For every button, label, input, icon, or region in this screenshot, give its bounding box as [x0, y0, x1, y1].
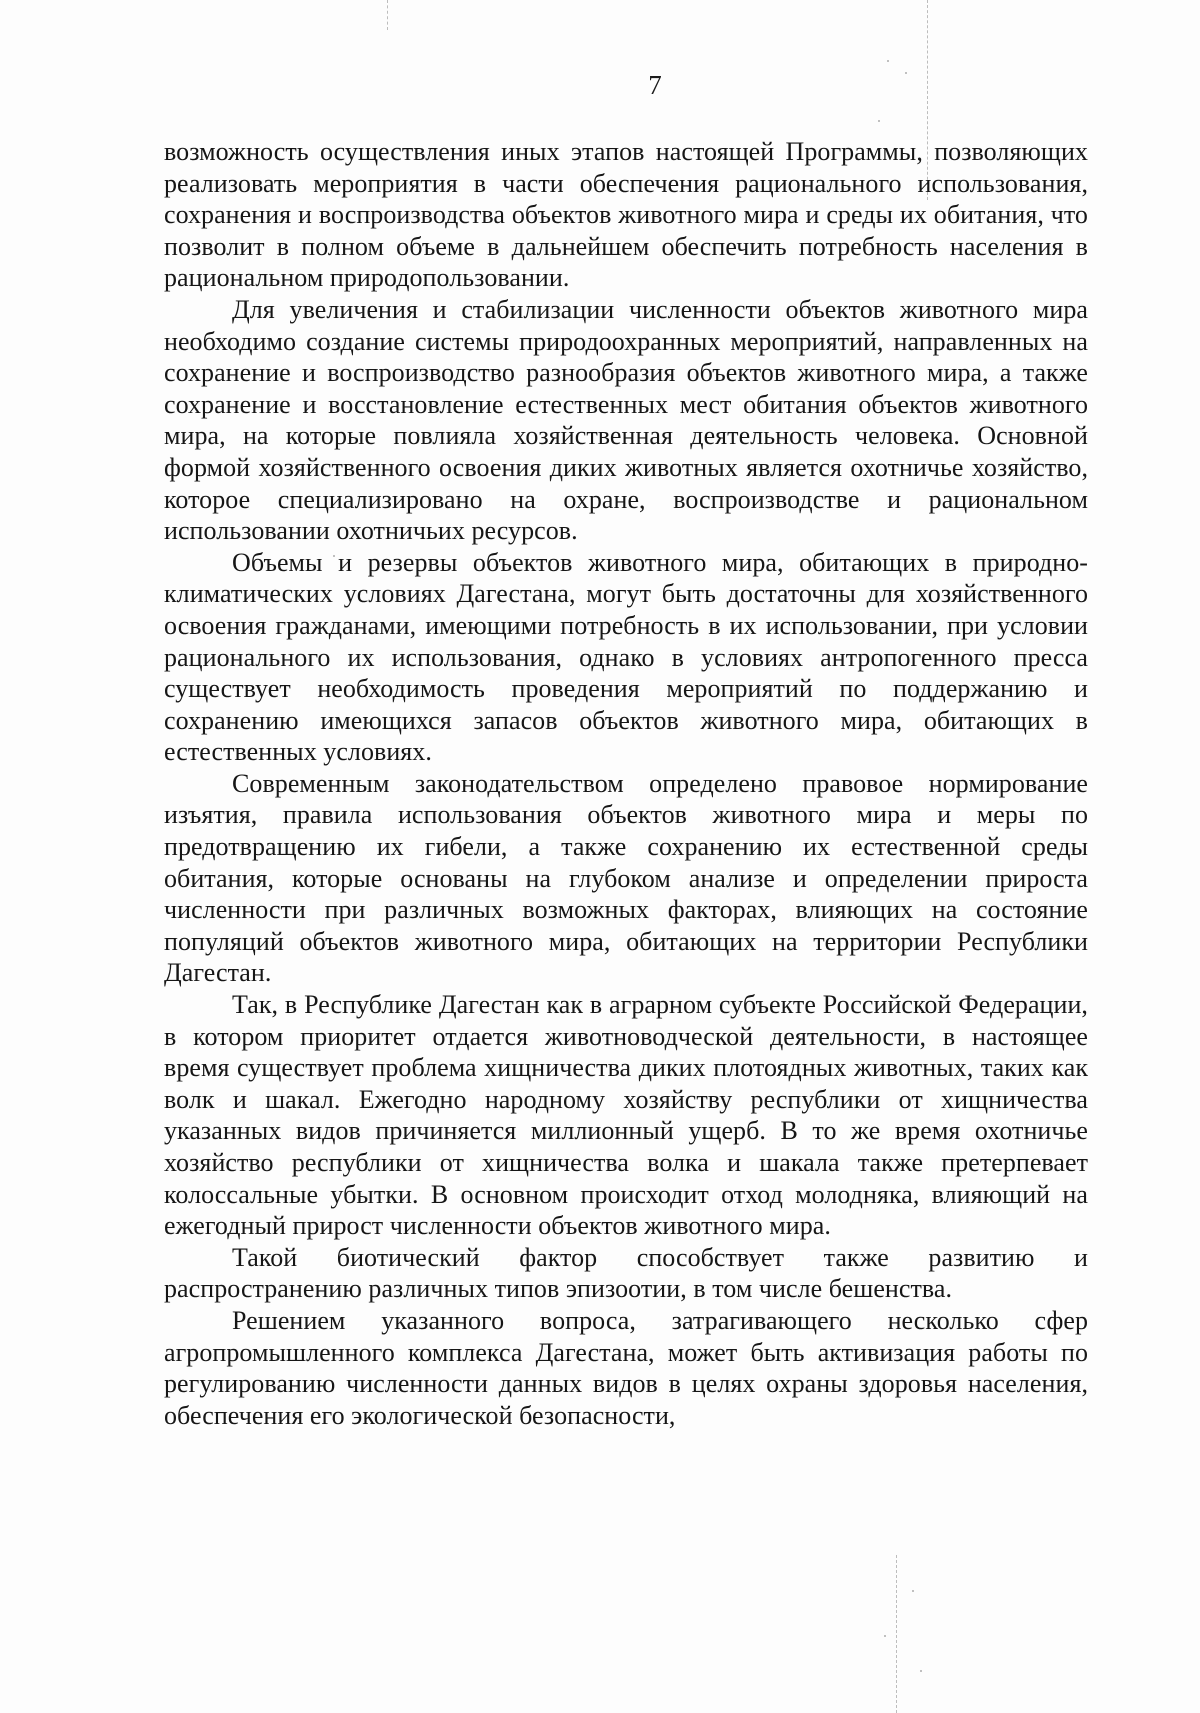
paragraph: Решением указанного вопроса, затрагивающего несколько сфер агропромышленного комплекса Дагестана, может быть активизация работы по регулированию численности данных видов в целях охраны здоровья населения, обеспечения его экологической безопасности, — [164, 1305, 1088, 1430]
scan-speck — [920, 1670, 922, 1672]
scan-speck — [878, 120, 880, 122]
document-body — [164, 136, 1088, 1431]
paragraph: Для увеличения и стабилизации численности объектов животного мира необходимо создание системы природоохранных мероприятий, направленных на сохранение и воспроизводство разнообразия объектов животного мира, а также сохранение и восстановление естественных мест обитания объектов животного мира, на которые повлияла хозяйственная деятельность человека. Основной формой хозяйственного освоения диких животных является охотничье хозяйство, которое специализировано на охране, воспроизводстве и рациональном использовании охотничьих ресурсов. — [164, 294, 1088, 546]
scan-speck — [887, 60, 889, 62]
paragraph: Так, в Республике Дагестан как в аграрном субъекте Российской Федерации, в котором приоритет отдается животноводческой деятельности, в настоящее время существует проблема хищничества диких плотоядных животных, таких как волк и шакал. Ежегодно народному хозяйству республики от хищничества указанных видов причиняется миллионный ущерб. В то же время охотничье хозяйство республики от хищничества волка и шакала также претерпевает колоссальные убытки. В основном происходит отход молодняка, влияющий на ежегодный прирост численности объектов животного мира. — [164, 990, 1088, 1241]
scan-speck — [912, 1590, 914, 1592]
page-number: 7 — [648, 70, 662, 100]
paragraph: Такой биотический фактор способствует также развитию и распространению различных типов эпизоотии, в том числе бешенства. — [164, 1242, 1088, 1304]
scan-speck — [884, 1635, 886, 1637]
paragraph: Современным законодательством определено правовое нормирование изъятия, правила использования объектов животного мира и меры по предотвращению их гибели, а также сохранению их естественной среды обитания, которые основаны на глубоком анализе и определении прироста численности при различных возможных факторах, влияющих на состояние популяций объектов животного мира, обитающих на территории Республики Дагестан. — [164, 768, 1088, 988]
paragraph-continuation: возможность осуществления иных этапов настоящей Программы, позволяющих реализовать мероприятия в части обеспечения рационального использования, сохранения и воспроизводства объектов животного мира и среды их обитания, что позволит в полном объеме в дальнейшем обеспечить потребность населения в рациональном природопользовании. — [164, 137, 1088, 293]
scan-artifact-line — [387, 0, 388, 30]
paragraph: Объемы и резервы объектов животного мира, обитающих в природно-климатических условиях Дагестана, могут быть достаточны для хозяйственного освоения гражданами, имеющими потребность в их использовании, при условии рационального их использования, однако в условиях антропогенного пресса существует необходимость проведения мероприятий по поддержанию и сохранению имеющихся запасов объектов животного мира, обитающих в естественных условиях. — [164, 547, 1088, 767]
scan-artifact-line — [896, 1555, 897, 1713]
